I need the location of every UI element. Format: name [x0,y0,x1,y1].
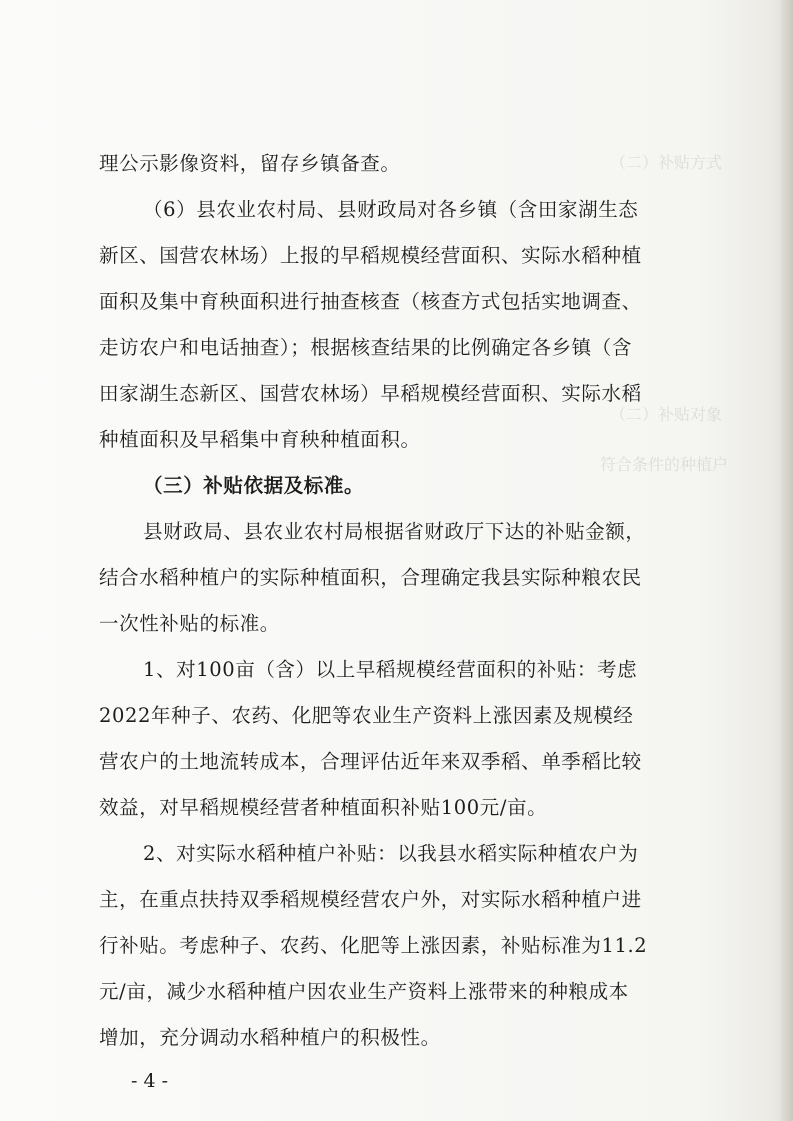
body-line-4: 面积及集中育秧面积进行抽查核查（核查方式包括实地调查、 [99,290,642,313]
body-line-17: 主，在重点扶持双季稻规模经营农户外，对实际水稻种植户进 [99,888,642,911]
body-line-11: 一次性补贴的标准。 [99,612,280,635]
bleed-through-text: 符合条件的种植户 [600,455,729,474]
body-line-14: 营农户的土地流转成本，合理评估近年来双季稻、单季稻比较 [99,750,642,773]
body-line-9: 县财政局、县农业农村局根据省财政厅下达的补贴金额， [143,520,646,543]
bleed-through-text: （二）补贴对象 [610,405,723,424]
body-line-10: 结合水稻种植户的实际种植面积，合理确定我县实际种粮农民 [99,566,642,589]
body-line-7: 种植面积及早稻集中育秧种植面积。 [99,428,421,451]
body-line-16: 2、对实际水稻种植户补贴：以我县水稻实际种植农户为 [143,842,639,865]
body-line-6: 田家湖生态新区、国营农林场）早稻规模经营面积、实际水稻 [99,382,642,405]
body-line-1: 理公示影像资料，留存乡镇备查。 [99,152,401,175]
body-line-2: （6）县农业农村局、县财政局对各乡镇（含田家湖生态 [143,198,639,221]
body-line-5: 走访农户和电话抽查）；根据核查结果的比例确定各乡镇（含 [99,336,632,359]
body-line-20: 增加，充分调动水稻种植户的积极性。 [99,1026,441,1049]
body-line-19: 元/亩，减少水稻种植户因农业生产资料上涨带来的种粮成本 [99,980,629,1003]
body-line-13: 2022年种子、农药、化肥等农业生产资料上涨因素及规模经 [99,704,634,727]
body-line-3: 新区、国营农林场）上报的早稻规模经营面积、实际水稻种植 [99,244,642,267]
body-line-15: 效益，对早稻规模经营者种植面积补贴100元/亩。 [99,796,548,819]
body-line-12: 1、对100亩（含）以上早稻规模经营面积的补贴：考虑 [143,658,638,681]
section-heading: （三）补贴依据及标准。 [143,474,365,497]
bleed-through-text: （二）补贴方式 [610,153,723,172]
page-number: - 4 - [131,1070,169,1092]
body-line-18: 行补贴。考虑种子、农药、化肥等上涨因素，补贴标准为11.2 [99,934,648,957]
paper-edge-shadow [779,0,793,1121]
